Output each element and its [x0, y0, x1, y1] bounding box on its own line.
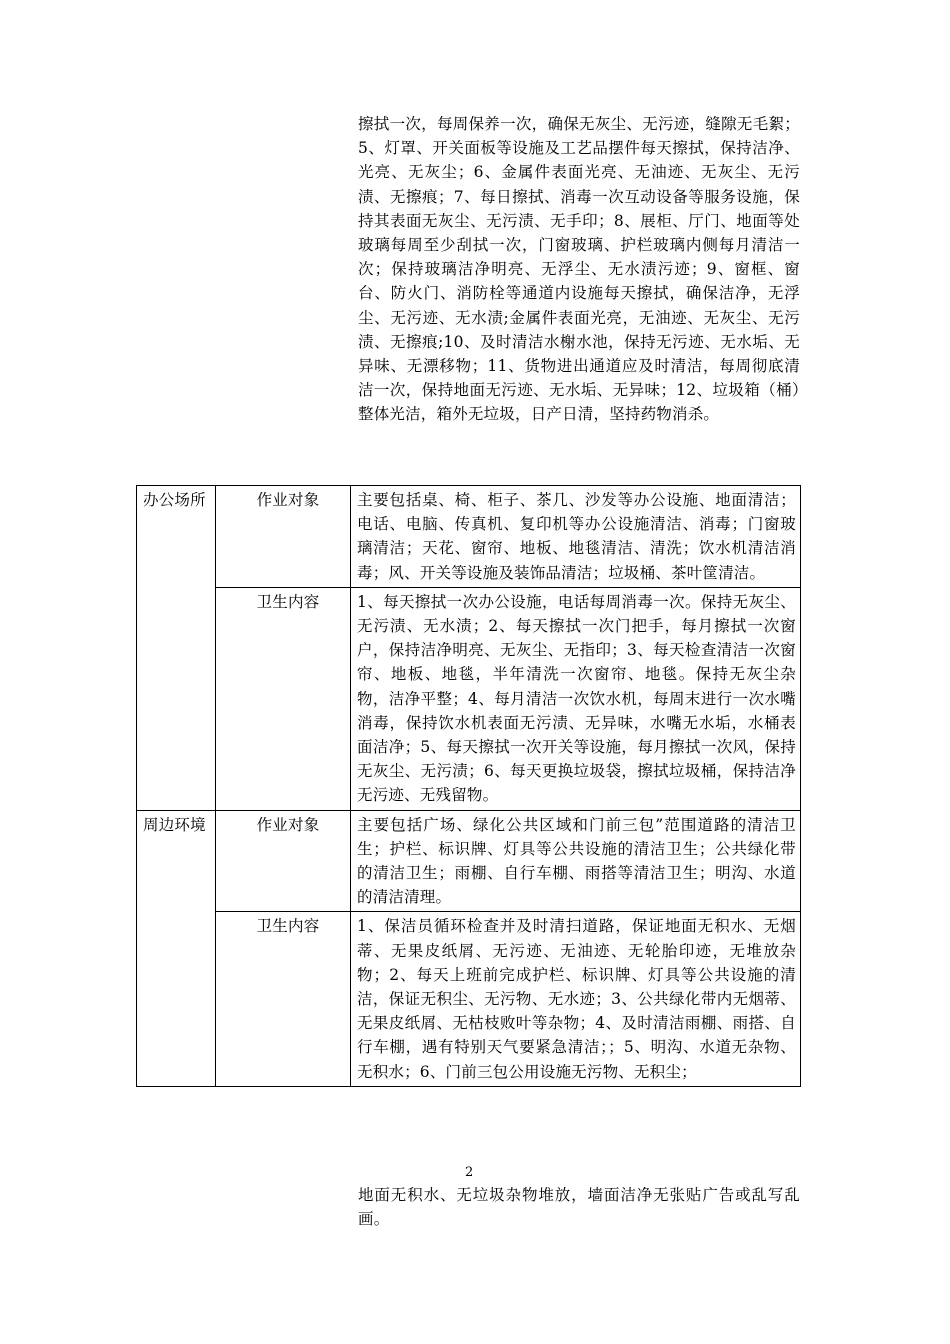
- continuation-paragraph: 擦拭一次，每周保养一次，确保无灰尘、无污迹，缝隙无毛絮；5、灯罩、开关面板等设施及工艺品摆件每天擦拭，保持洁净、光亮、无灰尘；6、金属件表面光亮、无油迹、无灰尘、无污渍、无擦痕；7、每日擦拭、消毒一次互动设备等服务设施，保持其表面无灰尘、无污渍、无手印；8、展柜、厅门、地面等处玻璃每周至少刮拭一次，门窗玻璃、护栏玻璃内侧每月清洁一次；保持玻璃洁净明亮、无浮尘、无水渍污迹；9、窗框、窗台、防火门、消防栓等通道内设施每天擦拭，确保洁净，无浮尘、无污迹、无水渍;金属件表面光亮，无油迹、无灰尘、无污渍、无擦痕;10、及时清洁水榭水池，保持无污迹、无水垢、无异味、无漂移物；11、货物进出通道应及时清洁，每周彻底清洁一次，保持地面无污迹、无水垢、无异味；12、垃圾箱（桶）整体光洁，箱外无垃圾，日产日清，坚持药物消杀。: [358, 115, 800, 424]
- category-cell-surroundings: 周边环境: [137, 810, 216, 1086]
- cleaning-standards-table: [136, 485, 801, 1087]
- content-cell: 主要包括广场、绿化公共区域和门前三包”范围道路的清洁卫生；护栏、标识牌、灯具等公共设施的清洁卫生；公共绿化带的清洁卫生；雨棚、自行车棚、雨搭等清洁卫生；明沟、水道的清洁清理。: [351, 810, 801, 912]
- table-row: [137, 912, 801, 1086]
- sub-category-cell: [216, 587, 351, 810]
- sub-category-label: 卫生内容: [256, 917, 320, 936]
- sub-category-label: 作业对象: [256, 491, 320, 509]
- content-cell: 1、每天擦拭一次办公设施，电话每周消毒一次。保持无灰尘、无污渍、无水渍；2、每天擦拭一次门把手，每月擦拭一次窗户，保持洁净明亮、无灰尘、无指印；3、每天检查清洁一次窗帘、地板、地毯，半年清洗一次窗帘、地毯。保持无灰尘杂物，洁净平整；4、每月清洁一次饮水机，每周末进行一次水嘴消毒，保持饮水机表面无污渍、无异味，水嘴无水垢，水桶表面洁净；5、每天擦拭一次开关等设施，每月擦拭一次风，保持无灰尘、无污渍；6、每天更换垃圾袋，擦拭垃圾桶，保持洁净无污迹、无残留物。: [351, 587, 801, 810]
- page-number: 2: [465, 1165, 474, 1180]
- sub-category-cell: [216, 912, 351, 1086]
- sub-category-cell: [216, 810, 351, 912]
- content-cell: 主要包括桌、椅、柜子、茶几、沙发等办公设施、地面清洁；电话、电脑、传真机、复印机等办公设施清洁、消毒；门窗玻璃清洁；天花、窗帘、地板、地毯清洁、清洗；饮水机清洁消毒；风、开关等设施及装饰品清洁；垃圾桶、茶叶筐清洁。: [351, 486, 801, 588]
- sub-category-cell: [216, 486, 351, 588]
- table-row: [137, 810, 801, 912]
- category-cell-office: 办公场所: [137, 486, 216, 811]
- sub-category-label: 作业对象: [256, 815, 320, 834]
- content-cell: 1、保洁员循环检查并及时清扫道路，保证地面无积水、无烟蒂、无果皮纸屑、无污迹、无油迹、无轮胎印迹，无堆放杂物；2、每天上班前完成护栏、标识牌、灯具等公共设施的清洁，保证无积尘、无污物、无水迹；3、公共绿化带内无烟蒂、无果皮纸屑、无枯枝败叶等杂物；4、及时清洁雨棚、雨搭、自行车棚，遇有特别天气要紧急清洁；；5、明沟、水道无杂物、无积水；6、门前三包公用设施无污物、无积尘；: [351, 912, 801, 1086]
- tail-paragraph: 地面无积水、无垃圾杂物堆放，墙面洁净无张贴广告或乱写乱画。: [358, 1186, 800, 1229]
- table-row: [137, 486, 801, 588]
- sub-category-label: 卫生内容: [256, 592, 320, 611]
- table-row: [137, 587, 801, 810]
